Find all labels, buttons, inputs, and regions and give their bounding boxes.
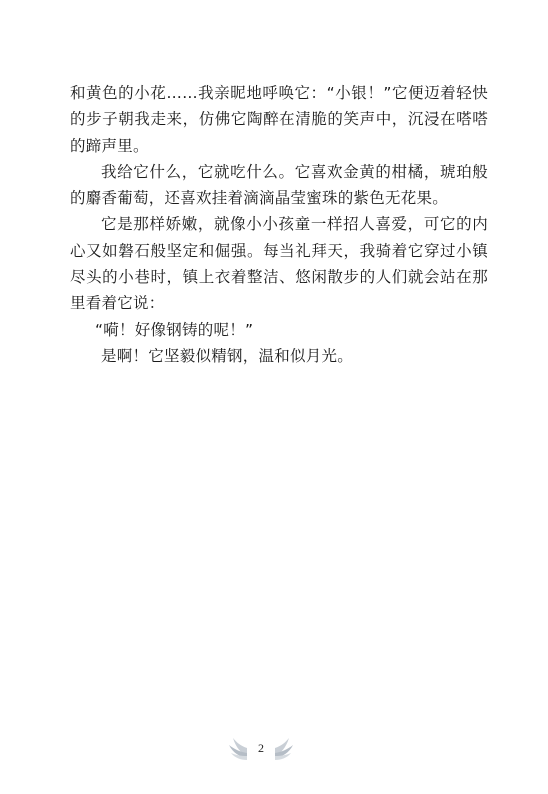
right-wing-ornament-icon <box>274 734 294 762</box>
paragraph-5: 是啊！它坚毅似精钢，温和似月光。 <box>101 346 354 365</box>
quoted-speech: “嗬！好像钢铸的呢！” <box>95 320 254 339</box>
page-footer <box>228 734 294 766</box>
paragraph-2: 我给它什么，它就吃什么。它喜欢金黄的柑橘，琥珀般的麝香葡萄，还喜欢挂着滴滴晶莹蜜珠的紫色无花果。 <box>70 162 488 208</box>
page-number: 2 <box>258 741 264 755</box>
page-body <box>70 80 488 369</box>
paragraph-1: 和黄色的小花……我亲昵地呼唤它：“小银！”它便迈着轻快的步子朝我走来，仿佛它陶醉在清脆的笑声中，沉浸在嗒嗒的蹄声里。 <box>70 84 488 155</box>
paragraph-3: 它是那样娇嫩，就像小小孩童一样招人喜爱，可它的内心又如磐石般坚定和倔强。每当礼拜天，我骑着它穿过小镇尽头的小巷时，镇上衣着整洁、悠闲散步的人们就会站在那里看着它说： <box>70 215 488 313</box>
